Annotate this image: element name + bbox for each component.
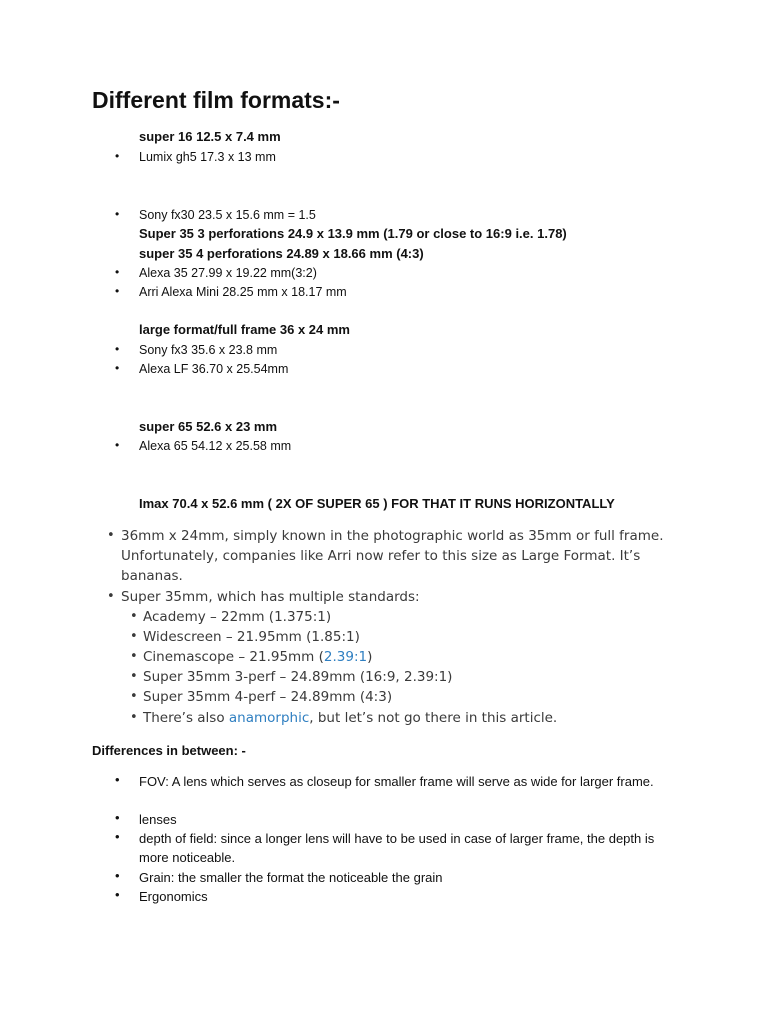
super16-heading: super 16 12.5 x 7.4 mm: [139, 129, 281, 144]
anamorphic-line: There’s also anamorphic, but let’s not go there in this article.: [143, 710, 558, 726]
aspect-ratio-link[interactable]: 2.39:1: [323, 649, 368, 665]
bullet-icon: •: [115, 772, 120, 787]
bullet-icon: •: [130, 649, 138, 664]
bullet-icon: •: [115, 887, 120, 902]
bullet-icon: •: [130, 669, 138, 684]
bullet-icon: •: [115, 438, 120, 452]
differences-heading: Differences in between: -: [92, 743, 246, 758]
bullet-icon: •: [115, 829, 120, 844]
bullet-icon: •: [130, 629, 138, 644]
bullet-icon: •: [130, 689, 138, 704]
bullet-icon: •: [115, 284, 120, 298]
anamorphic-link[interactable]: anamorphic: [228, 710, 310, 726]
bullet-icon: •: [107, 589, 115, 604]
bullet-icon: •: [115, 868, 120, 883]
bullet-icon: •: [130, 609, 138, 624]
bullet-icon: •: [115, 149, 120, 163]
imax-heading: Imax 70.4 x 52.6 mm ( 2X OF SUPER 65 ) FOR THAT IT RUNS HORIZONTALLY: [139, 496, 615, 511]
bullet-icon: •: [107, 528, 115, 543]
bullet-icon: •: [115, 265, 120, 279]
super65-heading: super 65 52.6 x 23 mm: [139, 419, 278, 434]
bullet-icon: •: [115, 810, 120, 825]
bullet-icon: •: [115, 207, 120, 221]
bullet-icon: •: [115, 361, 120, 375]
super35-4perf-heading: super 35 4 perforations 24.89 x 18.66 mm (4:3): [139, 246, 424, 261]
super35-3perf-heading: Super 35 3 perforations 24.9 x 13.9 mm (1.79 or close to 16:9 i.e. 1.78): [139, 226, 567, 241]
page-title: Different film formats:-: [92, 87, 340, 113]
bullet-icon: •: [115, 342, 120, 356]
bullet-icon: •: [130, 710, 138, 725]
full-frame-heading: large format/full frame 36 x 24 mm: [139, 322, 350, 337]
cinemascope-line: Cinemascope – 21.95mm (2.39:1): [143, 649, 373, 665]
